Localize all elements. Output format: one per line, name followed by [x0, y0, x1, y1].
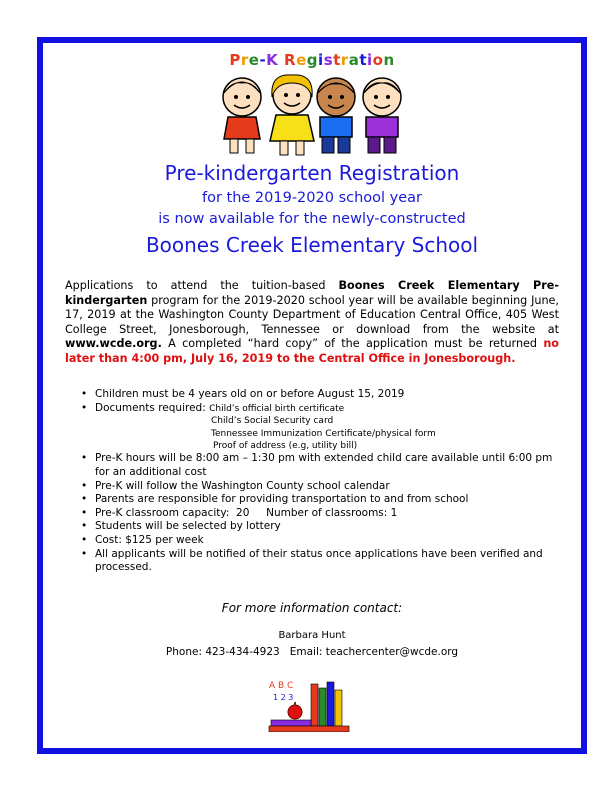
- availability-line: is now available for the newly-constructed: [158, 211, 466, 227]
- page-title: Pre-kindergarten Registration: [164, 161, 460, 185]
- banner-letter: s: [323, 51, 334, 69]
- child-figure: [363, 78, 401, 153]
- book-icon: [311, 684, 318, 726]
- banner-letter: n: [383, 51, 395, 69]
- program-name: Boones Creek Elementary Pre-kindergarten: [65, 279, 559, 307]
- school-year-line: for the 2019-2020 school year: [201, 190, 423, 206]
- apple-icon: [288, 705, 302, 719]
- number-letters: 1 2 3: [273, 693, 294, 702]
- list-item: • Cost: $125 per week: [81, 533, 204, 546]
- bullet-icon: •: [81, 452, 88, 465]
- intro-text: Applications to attend the tuition-based: [65, 279, 339, 292]
- contact-phone: Phone: 423-434-4923: [165, 646, 280, 658]
- intro-text: program for the 2019-2020 school year will be available beginning June, 17, 2019 at the Washington County Department of Education Central Office, 405 West College Street, Jonesborough, Tennessee or download from the website at: [65, 293, 559, 336]
- details-list: [79, 388, 559, 575]
- banner-letter: e: [296, 51, 307, 69]
- abc-letters: A B C: [269, 681, 294, 691]
- document-item: Tennessee Immunization Certificate/physical form: [211, 428, 436, 439]
- list-item: • Pre-K will follow the Washington County school calendar: [81, 479, 390, 492]
- banner-letter: -: [259, 51, 267, 69]
- banner-letter: a: [348, 51, 360, 69]
- bullet-icon: •: [81, 533, 88, 546]
- banner-letter: r: [340, 51, 349, 69]
- intro-text: A completed “hard copy” of the application must be returned: [161, 337, 544, 351]
- banner-letter: r: [240, 51, 249, 69]
- list-item: [79, 402, 559, 453]
- book-icon: [271, 720, 311, 726]
- child-figure: [270, 75, 314, 155]
- child-figure: [317, 78, 355, 153]
- contact-info: [43, 646, 581, 658]
- intro-paragraph: [65, 279, 559, 367]
- document-item: Child’s official birth certificate: [209, 403, 345, 414]
- book-icon: [327, 682, 334, 726]
- bullet-icon: •: [81, 547, 88, 560]
- children-clipart: [210, 73, 414, 157]
- list-item: • Pre-K classroom capacity: 20 Number of classrooms: 1: [81, 506, 398, 519]
- list-item: • Pre-K hours will be 8:00 am – 1:30 pm with extended child care available until 6:00 pm for an additional cost: [81, 452, 553, 478]
- pre-k-registration-banner: [43, 51, 581, 69]
- list-item: • Parents are responsible for providing transportation to and from school: [81, 493, 469, 506]
- banner-letter: R: [284, 51, 297, 69]
- book-icon: [319, 688, 326, 726]
- banner-letter: i: [367, 51, 373, 69]
- child-figure: [223, 78, 261, 153]
- bullet-icon: •: [81, 401, 88, 414]
- flyer-border: [37, 37, 587, 754]
- contact-email[interactable]: Email: teachercenter@wcde.org: [289, 646, 459, 658]
- list-item: • Students will be selected by lottery: [81, 520, 281, 533]
- banner-letter: i: [318, 51, 324, 69]
- book-icon: [335, 690, 342, 726]
- books-abc-clipart: [265, 676, 359, 732]
- list-item: • Children must be 4 years old on or before August 15, 2019: [81, 388, 405, 400]
- banner-letter: K: [266, 51, 279, 69]
- banner-letter: P: [229, 51, 241, 69]
- bullet-icon: •: [81, 520, 88, 533]
- bullet-icon: •: [81, 506, 88, 519]
- bullet-icon: •: [81, 388, 88, 400]
- bullet-icon: •: [81, 493, 88, 506]
- document-item: Child’s Social Security card: [211, 416, 334, 427]
- contact-name: Barbara Hunt: [278, 630, 346, 641]
- contact-heading: For more information contact:: [221, 601, 403, 615]
- deadline-text: no later than 4:00 pm, July 16, 2019 to the Central Office in Jonesborough.: [65, 337, 559, 365]
- website-link[interactable]: www.wcde.org.: [65, 337, 162, 351]
- banner-letter: t: [359, 51, 367, 69]
- school-name: Boones Creek Elementary School: [145, 233, 479, 257]
- bullet-icon: •: [81, 479, 88, 492]
- documents-label: Documents required:: [95, 401, 210, 414]
- banner-letter: o: [372, 51, 384, 69]
- book-icon: [269, 726, 349, 732]
- banner-letter: g: [306, 51, 319, 69]
- list-item: • All applicants will be notified of their status once applications have been verified and processed.: [81, 547, 543, 574]
- document-item: Proof of address (e.g, utility bill): [213, 441, 358, 451]
- banner-letter: e: [248, 51, 260, 69]
- banner-letter: t: [333, 51, 341, 69]
